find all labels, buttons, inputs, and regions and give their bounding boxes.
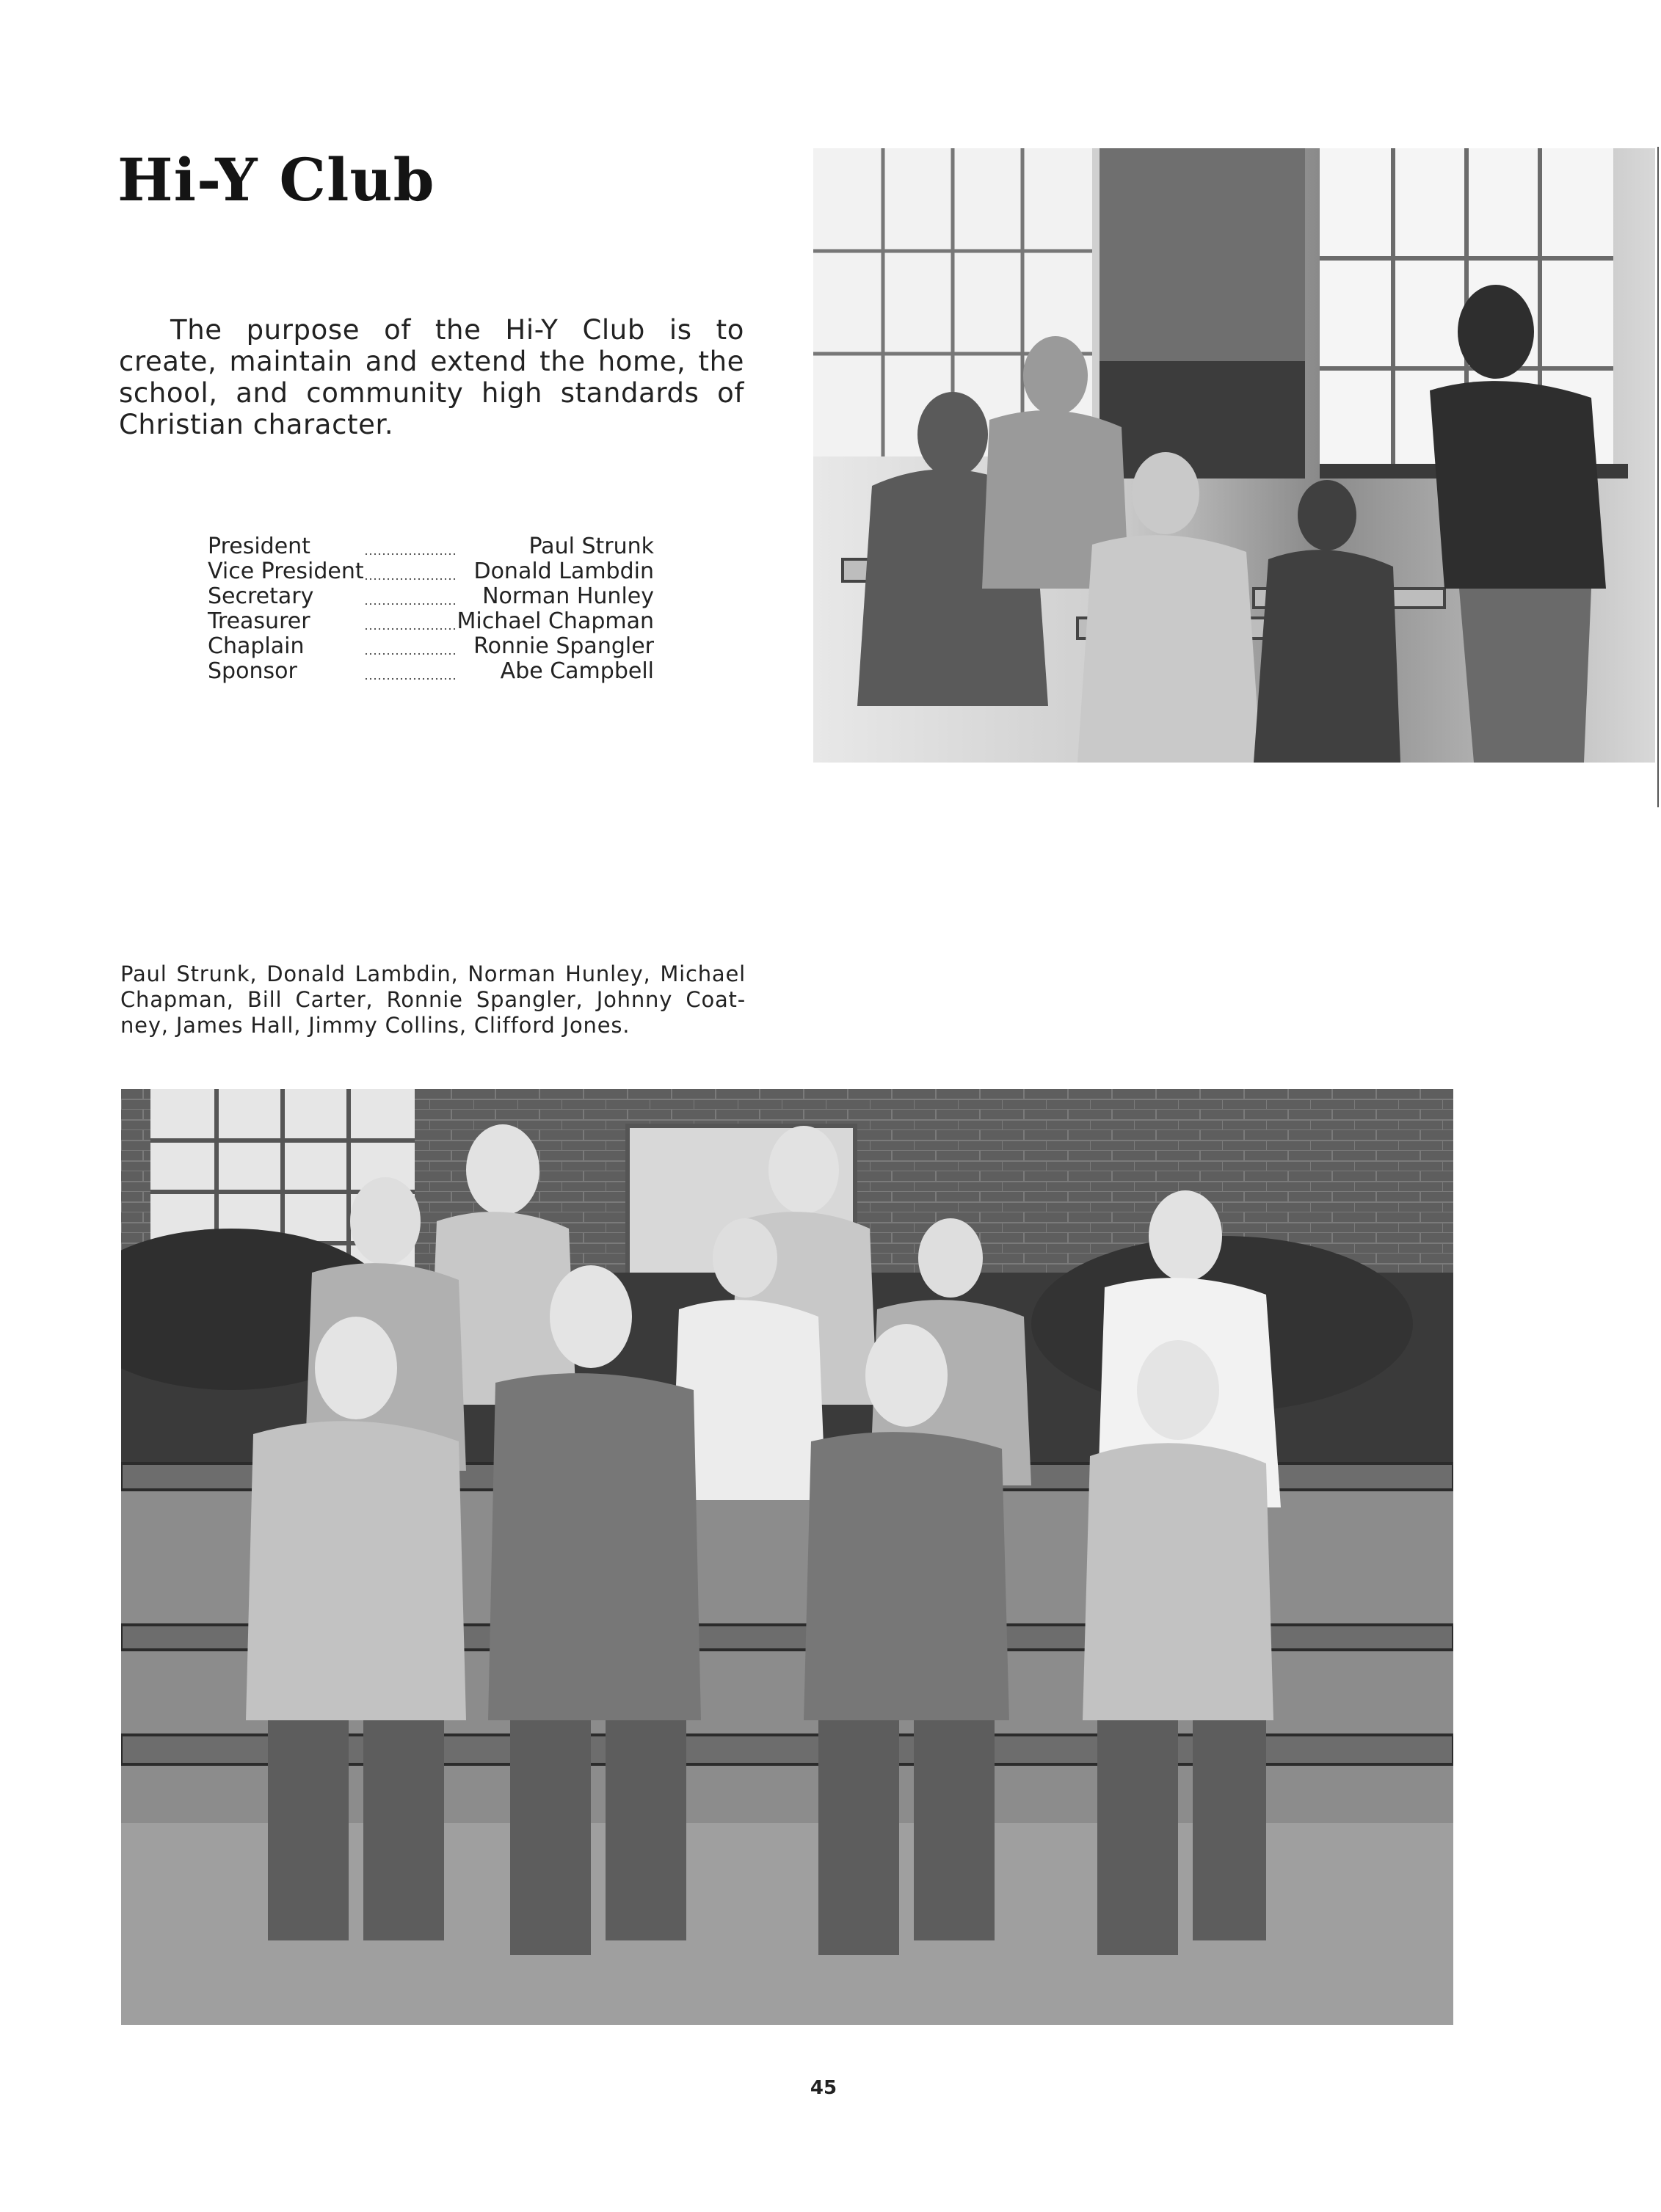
- officer-role: Vice President: [208, 559, 364, 584]
- leader-dots: [364, 559, 457, 584]
- officer-role: Sponsor: [208, 658, 297, 684]
- officer-role: President: [208, 534, 310, 559]
- officer-row: [208, 634, 654, 659]
- officer-name: Ronnie Spangler: [473, 633, 654, 659]
- officer-row: [208, 534, 654, 559]
- officer-role: Secretary: [208, 583, 314, 609]
- group-caption: Paul Strunk, Donald Lambdin, Norman Hunley, Michael Chapman, Bill Carter, Ronnie Spangler, Johnny Coat-ney, James Hall, Jimmy Collins, Clifford Jones.: [120, 961, 746, 1038]
- page-title: Hi-Y Club: [117, 145, 435, 214]
- officer-name: Michael Chapman: [457, 608, 654, 634]
- officer-name: Paul Strunk: [528, 534, 654, 559]
- officer-row: [208, 584, 654, 609]
- leader-dots: [364, 659, 457, 684]
- purpose-paragraph: The purpose of the Hi-Y Club is to create, maintain and extend the home, the school, and community high standards of Christian character.: [119, 314, 744, 440]
- officer-row: [208, 609, 654, 634]
- group-photo: [121, 1089, 1453, 2025]
- officers-list: [208, 534, 654, 684]
- meeting-photo: [813, 148, 1655, 763]
- officer-role: Chaplain: [208, 633, 305, 659]
- leader-dots: [364, 584, 457, 609]
- leader-dots: [364, 634, 457, 659]
- officer-row: [208, 559, 654, 584]
- page-edge-line: [1657, 147, 1659, 807]
- officer-role: Treasurer: [208, 608, 310, 634]
- officer-name: Abe Campbell: [500, 658, 654, 684]
- leader-dots: [364, 534, 457, 559]
- officer-row: [208, 659, 654, 684]
- leader-dots: [364, 609, 457, 634]
- page-number: 45: [810, 2077, 837, 2099]
- officer-name: Norman Hunley: [482, 583, 654, 609]
- officer-name: Donald Lambdin: [473, 559, 654, 584]
